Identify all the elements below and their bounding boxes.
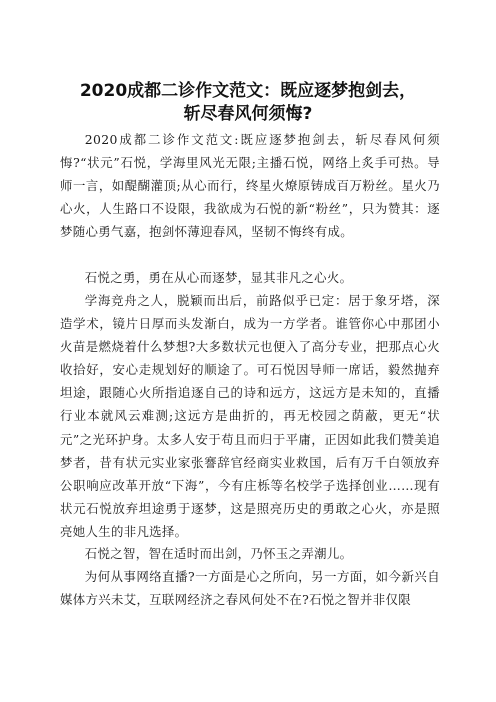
body-paragraph-5: 为何从事网络直播?一方面是心之所向，另一方面，如今新兴自媒体方兴未艾，互联网经济之春风何处不在?石悦之智并非仅限 (60, 569, 440, 608)
document-title-line-2: 斩尽春风何须悔? (183, 104, 313, 124)
body-paragraph-1: 2020成都二诊作文范文:既应逐梦抱剑去，斩尽春风何须悔?“状元”石悦，学海里风光无限;主播石悦，网络上炙手可热。导师一言，如醍醐灌顶;从心而行，终星火燎原铸成百万粉丝。星火乃心火，人生路口不设限，我欲成为石悦的新“粉丝”，只为赞其：逐梦随心勇气嘉，抱剑怀薄迎春风，坚韧不悔终有成。 (60, 132, 440, 240)
body-paragraph-2: 石悦之勇，勇在从心而逐梦，显其非凡之心火。 (84, 270, 353, 285)
document-title-line-1: 2020成都二诊作文范文：既应逐梦抱剑去， (79, 81, 417, 101)
body-paragraph-3: 学海竞舟之人，脱颖而出后，前路似乎已定：居于象牙塔，深造学术，镜片日厚而头发渐白，成为一方学者。谁管你心中那团小火苗是燃烧着什么梦想?大多数状元也便入了高分专业，把那点心火收拾好，安心走规划好的顺途了。可石悦因导师一席话，毅然抛弃坦途，跟随心火所指追逐自己的诗和远方，这远方是未知的，直播行业本就风云难测;这远方是曲折的，再无校园之荫蔽，更无“状元”之光环护身。太多人安于苟且而归于平庸，正因如此我们赞美追梦者，昔有状元实业家张謇辞官经商实业救国，后有万千白领放弃公职响应改革开放“下海”，今有庄栎等名校学子选择创业……现有状元石悦放弃坦途勇于逐梦，这是照亮历史的勇敢之心火，亦是照亮她人生的非凡选择。 (60, 293, 440, 539)
body-paragraph-4: 石悦之智，智在适时而出剑，乃怀玉之弄潮儿。 (84, 546, 353, 561)
